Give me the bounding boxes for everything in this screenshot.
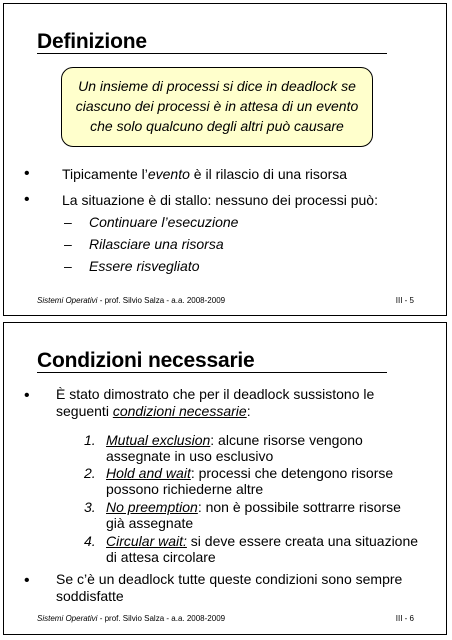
callout-line: che solo qualcuno degli altri può causare (90, 118, 344, 134)
bullet-dot-icon: • (24, 572, 30, 589)
dash-icon: – (64, 236, 72, 252)
slide-condizioni-necessarie: Condizioni necessarie • È stato dimostrato che per il deadlock sussistono le seguenti condizioni necessarie: 1. Mutual exclusion: alcune risorse vengono assegnate in uso esclusivo 2. Hold and wait: processi che detengono risorse possono richiederne altre 3. No preemption: non è possibile sottrarre risorse già assegnate 4. Circular wait: si deve essere creata una situazione di attesa circolare • Se c’è un deadlock tutte queste condizioni sono sempre soddisfatte Sistemi Operativi - prof. Silvio Salza - a.a. 2008-2009 III - 6 (3, 322, 447, 635)
title-underline (37, 53, 387, 54)
bullet-text: Se c’è un deadlock tutte queste condizioni sono sempre soddisfatte (56, 571, 403, 604)
footer-course: Sistemi Operativi - prof. Silvio Salza - a.a. 2008-2009 (37, 614, 226, 623)
bullet-dot-icon: • (24, 165, 30, 182)
page-number: III - 6 (395, 614, 414, 623)
title-underline (37, 372, 387, 373)
footer-course: Sistemi Operativi - prof. Silvio Salza - a.a. 2008-2009 (37, 296, 226, 305)
bullet-dot-icon: • (24, 387, 30, 404)
sub-item: – Essere risvegliato (64, 258, 200, 274)
bullet-text: È stato dimostrato che per il deadlock sussistono le seguenti condizioni necessarie: (56, 386, 375, 419)
dash-icon: – (64, 258, 72, 274)
bullet-dot-icon: • (24, 191, 30, 208)
page-number: III - 5 (395, 296, 414, 305)
bullet-text: La situazione è di stallo: nessuno dei processi può: (62, 192, 378, 208)
sub-item: – Continuare l’esecuzione (64, 214, 239, 230)
slide-title: Definizione (37, 30, 147, 53)
bullet-text: Tipicamente l’evento è il rilascio di una risorsa (62, 166, 348, 182)
definition-callout (61, 67, 373, 147)
dash-icon: – (64, 214, 72, 230)
callout-line: Un insieme di processi si dice in deadlock se (78, 78, 356, 94)
sub-item: – Rilasciare una risorsa (64, 236, 224, 252)
callout-line: ciascuno dei processi è in attesa di un evento (75, 98, 359, 114)
slide-title: Condizioni necessarie (37, 349, 255, 372)
slide-definizione (3, 3, 447, 316)
